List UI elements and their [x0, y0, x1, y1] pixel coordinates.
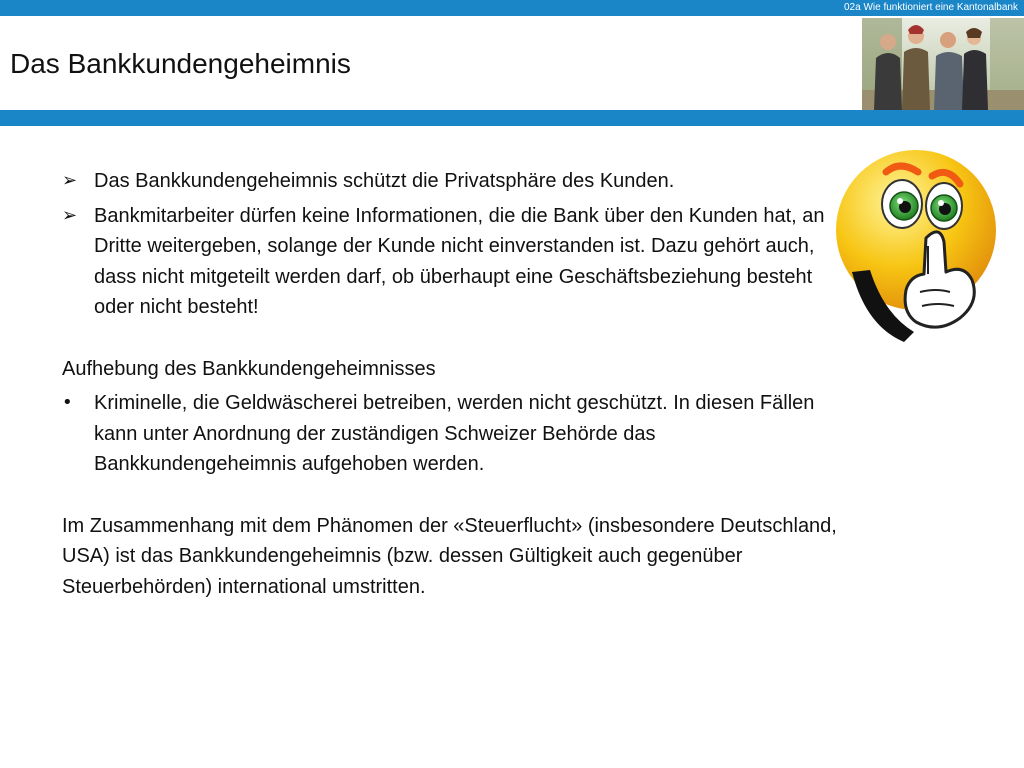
- bullet-text: Bankmitarbeiter dürfen keine Informationen, die die Bank über den Kunden hat, an Dritte weitergeben, solange der Kunde nicht einverstanden ist. Dazu gehört auch, dass nicht mitgeteilt werden darf, ob überhaupt eine Geschäftsbeziehung besteht oder nicht besteht!: [94, 204, 825, 318]
- shushing-smiley-icon: [832, 142, 1002, 348]
- bullet-text: Kriminelle, die Geldwäscherei betreiben, werden nicht geschützt. In diesen Fällen kann unter Anordnung der zuständigen Schweizer Behörde das Bankkundengeheimnis aufgehoben werden.: [94, 392, 815, 475]
- bullet-text: Das Bankkundengeheimnis schützt die Privatsphäre des Kunden.: [94, 170, 675, 192]
- list-item: [62, 201, 842, 323]
- subheading: Aufhebung des Bankkundengeheimnisses: [62, 357, 436, 380]
- slide-body: [62, 166, 842, 602]
- dot-bullet-icon: •: [62, 392, 73, 413]
- arrow-bullet-icon: ➢: [62, 170, 78, 191]
- page-title: Das Bankkundengeheimnis: [10, 48, 351, 79]
- closing-paragraph: Im Zusammenhang mit dem Phänomen der «Steuerflucht» (insbesondere Deutschland, USA) ist das Bankkundengeheimnis (bzw. dessen Gültigkeit auch gegenüber Steuerbehörden) international umstritten.: [62, 514, 837, 598]
- header-divider-bar: [0, 110, 1024, 126]
- list-item: [62, 388, 842, 480]
- top-banner: [0, 0, 1024, 16]
- section-label: 02a Wie funktioniert eine Kantonalbank: [843, 2, 1018, 13]
- arrow-bullet-icon: ➢: [62, 204, 78, 226]
- group-of-young-people-photo: [862, 18, 1024, 110]
- list-item: [62, 166, 842, 197]
